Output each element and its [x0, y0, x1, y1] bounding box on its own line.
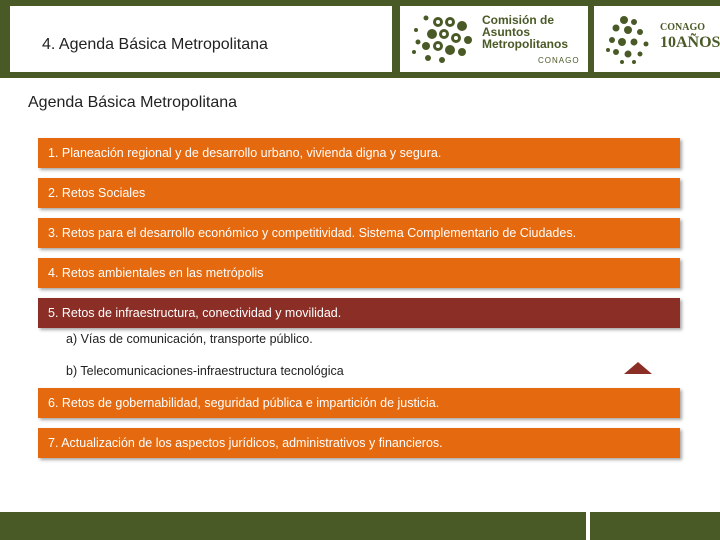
header-bar	[0, 0, 720, 78]
anniversary-logo-text1: CONAGO	[660, 22, 705, 33]
commission-logo	[400, 6, 588, 72]
section-subtitle: Agenda Básica Metropolitana	[28, 94, 238, 111]
agenda-item-7[interactable]: 7. Actualización de los aspectos jurídicos, administrativos y financieros.	[38, 428, 680, 458]
anniversary-logo-text2: 10AÑOS	[660, 34, 720, 51]
footer-bar	[0, 512, 720, 540]
logo-subtext: CONAGO	[538, 56, 580, 65]
logo-text-line2: Asuntos	[482, 25, 530, 39]
sub-item-b: b) Telecomunicaciones-infraestructura tecnológica	[66, 364, 344, 378]
logo-text-line3: Metropolitanos	[482, 37, 568, 51]
agenda-item-6[interactable]: 6. Retos de gobernabilidad, seguridad pública e impartición de justicia.	[38, 388, 680, 418]
agenda-item-4[interactable]: 4. Retos ambientales en las metrópolis	[38, 258, 680, 288]
anniversary-logo	[594, 6, 720, 72]
agenda-item-1[interactable]: 1. Planeación regional y de desarrollo urbano, vivienda digna y segura.	[38, 138, 680, 168]
page-title: 4. Agenda Básica Metropolitana	[42, 36, 268, 53]
sub-item-a: a) Vías de comunicación, transporte público.	[66, 332, 313, 346]
anniversary-logo-icon	[602, 14, 656, 66]
logo-text-line1: Comisión de	[482, 13, 555, 27]
agenda-item-2[interactable]: 2. Retos Sociales	[38, 178, 680, 208]
agenda-item-3[interactable]: 3. Retos para el desarrollo económico y competitividad. Sistema Complementario de Ciudades.	[38, 218, 680, 248]
agenda-item-5-active[interactable]: 5. Retos de infraestructura, conectividad y movilidad.	[38, 298, 680, 328]
commission-logo-icon	[408, 12, 478, 66]
footer-divider	[586, 512, 590, 540]
header-title-box	[10, 6, 392, 72]
triangle-up-icon	[622, 360, 654, 376]
